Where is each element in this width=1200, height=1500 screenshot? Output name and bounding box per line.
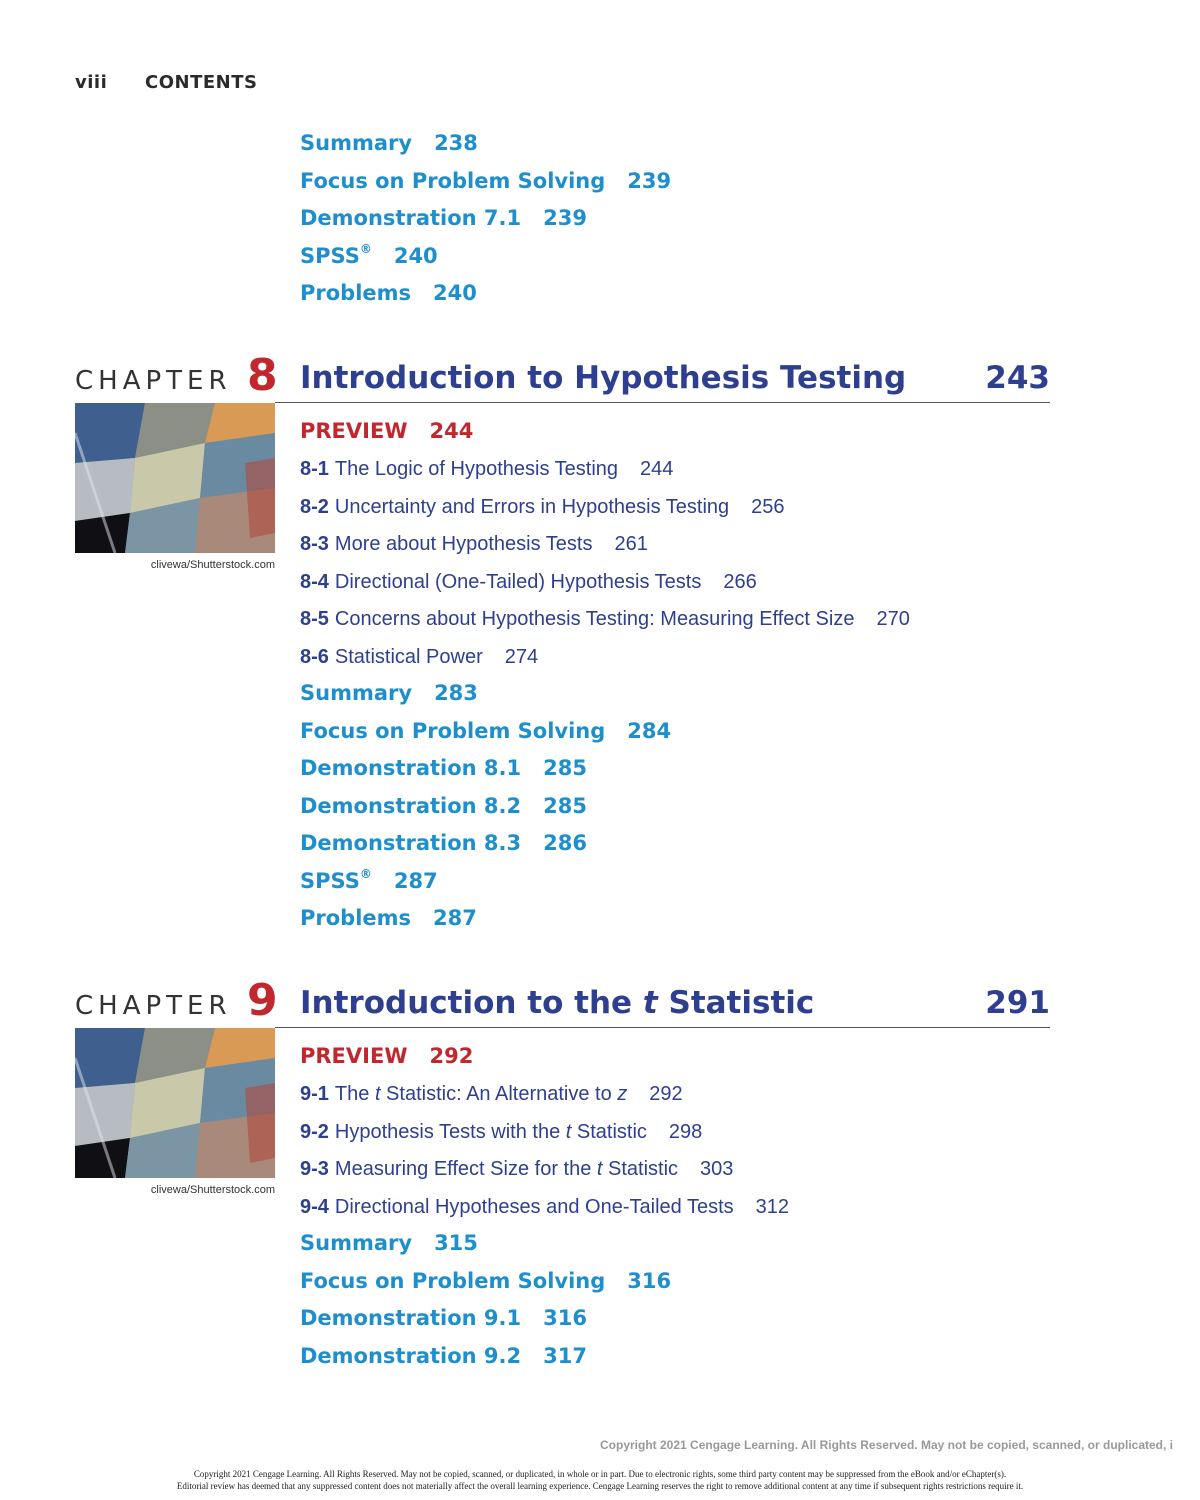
entry-label: SPSS [300, 244, 360, 268]
title-italic: t [642, 985, 658, 1021]
section-title: Hypothesis Tests with the [334, 1121, 566, 1143]
copyright-footer [0, 1468, 1200, 1492]
section-page: 303 [700, 1158, 734, 1180]
entry-page: 316 [543, 1306, 587, 1330]
section-entry[interactable] [300, 1121, 702, 1144]
page-number: viii [75, 72, 108, 93]
running-title: CONTENTS [145, 72, 258, 93]
section-title-italic: t [565, 1121, 572, 1143]
section-entry[interactable] [300, 1158, 733, 1181]
registered-mark: ® [359, 242, 372, 256]
entry-label: Problems [300, 281, 412, 305]
section-number: 8-4 [300, 571, 329, 593]
preview-label: PREVIEW [300, 419, 408, 443]
preview-entry[interactable] [300, 419, 473, 443]
preview-page: 292 [429, 1044, 474, 1068]
copyright-line: Copyright 2021 Cengage Learning. All Rights Reserved. May not be copied, scanned, or duplicated, in whole or in part. Due to electronic rights, some third party content may be suppressed from the eBook and/or eChapter(s). [193, 1469, 1007, 1479]
entry-label: Summary [300, 681, 413, 705]
toc-entry[interactable] [300, 206, 587, 230]
image-credit: clivewa/Shutterstock.com [150, 559, 275, 571]
section-title-italic: t [596, 1158, 603, 1180]
section-page: 256 [751, 496, 785, 518]
chapter-image [75, 403, 275, 553]
entry-label: Demonstration 8.1 [300, 756, 522, 780]
toc-entry[interactable] [300, 794, 587, 818]
preview-label: PREVIEW [300, 1044, 408, 1068]
entry-label: Summary [300, 1231, 413, 1255]
chapter-rule [275, 1027, 1050, 1028]
section-number: 8-5 [300, 608, 329, 630]
entry-page: 287 [393, 869, 438, 893]
section-entry[interactable] [300, 1196, 789, 1219]
section-entry[interactable] [300, 571, 757, 594]
entry-page: 316 [627, 1269, 672, 1293]
section-title-italic: z [617, 1083, 628, 1105]
entry-page: 287 [433, 906, 477, 930]
entry-page: 285 [543, 794, 587, 818]
section-entry[interactable] [300, 608, 910, 631]
toc-entry[interactable] [300, 244, 438, 268]
preview-page: 244 [429, 419, 474, 443]
entry-page: 240 [393, 244, 438, 268]
entry-label: Demonstration 9.1 [300, 1306, 522, 1330]
toc-entry[interactable] [300, 831, 587, 855]
chapter-number: 9 [247, 975, 278, 1026]
copyright-line: Editorial review has deemed that any suppressed content does not materially affect the overall learning experience. Cengage Learning reserves the right to remove additional content at any time if subsequent rights restrictions require it. [176, 1481, 1024, 1491]
title-part: Introduction to the [300, 985, 643, 1021]
entry-label: Focus on Problem Solving [300, 719, 606, 743]
section-page: 292 [649, 1083, 683, 1105]
chapter-label: CHAPTER [75, 366, 232, 396]
entry-label: Demonstration 8.2 [300, 794, 522, 818]
entry-label: Focus on Problem Solving [300, 169, 606, 193]
entry-label: Demonstration 7.1 [300, 206, 522, 230]
section-title: Statistic: An Alternative to [380, 1083, 618, 1105]
chapter-page: 243 [985, 360, 1050, 396]
section-number: 8-6 [300, 646, 329, 668]
section-title: Statistic [602, 1158, 679, 1180]
section-title: Directional Hypotheses and One-Tailed Tests [334, 1196, 734, 1218]
section-title: Uncertainty and Errors in Hypothesis Testing [334, 496, 730, 518]
chapter-image [75, 1028, 275, 1178]
chapter-title[interactable] [300, 985, 814, 1021]
section-title: The [334, 1083, 375, 1105]
section-title: More about Hypothesis Tests [334, 533, 593, 555]
toc-entry[interactable] [300, 719, 671, 743]
toc-entry[interactable] [300, 1344, 587, 1368]
entry-page: 315 [434, 1231, 478, 1255]
toc-entry[interactable] [300, 756, 587, 780]
section-entry[interactable] [300, 1083, 683, 1106]
toc-entry[interactable] [300, 906, 477, 930]
entry-page: 240 [433, 281, 477, 305]
section-number: 8-3 [300, 533, 329, 555]
section-entry[interactable] [300, 533, 648, 556]
toc-entry[interactable] [300, 1269, 671, 1293]
section-title: Statistical Power [334, 646, 483, 668]
section-number: 9-3 [300, 1158, 329, 1180]
section-entry[interactable] [300, 496, 785, 519]
section-title: Statistic [571, 1121, 647, 1143]
section-page: 266 [723, 571, 757, 593]
entry-page: 238 [434, 131, 478, 155]
entry-page: 317 [543, 1344, 587, 1368]
entry-page: 239 [627, 169, 672, 193]
entry-label: Problems [300, 906, 412, 930]
section-title: Directional (One-Tailed) Hypothesis Tests [334, 571, 702, 593]
toc-entry[interactable] [300, 869, 438, 893]
chapter-page: 291 [985, 985, 1050, 1021]
chapter-label: CHAPTER [75, 991, 232, 1021]
section-number: 9-2 [300, 1121, 329, 1143]
title-part: Statistic [657, 985, 815, 1021]
toc-entry[interactable] [300, 281, 477, 305]
registered-mark: ® [359, 867, 372, 881]
section-title: The Logic of Hypothesis Testing [334, 458, 619, 480]
entry-label: Focus on Problem Solving [300, 1269, 606, 1293]
entry-page: 283 [434, 681, 478, 705]
image-credit: clivewa/Shutterstock.com [150, 1184, 275, 1196]
section-page: 298 [668, 1121, 703, 1143]
running-header [75, 72, 257, 93]
entry-label: Demonstration 9.2 [300, 1344, 522, 1368]
toc-entry[interactable] [300, 169, 671, 193]
chapter-number: 8 [247, 350, 278, 401]
section-number: 9-4 [300, 1196, 329, 1218]
entry-label: Demonstration 8.3 [300, 831, 522, 855]
entry-page: 239 [543, 206, 587, 230]
entry-page: 286 [543, 831, 587, 855]
entry-page: 284 [627, 719, 672, 743]
chapter-rule [275, 402, 1050, 403]
section-page: 261 [614, 533, 648, 555]
toc-entry[interactable] [300, 1306, 587, 1330]
section-page: 244 [640, 458, 674, 480]
chapter-title[interactable]: Introduction to Hypothesis Testing [300, 360, 907, 396]
toc-entry[interactable] [300, 1231, 478, 1255]
section-page: 312 [755, 1196, 790, 1218]
section-page: 270 [876, 608, 910, 630]
copyright-notice: Copyright 2021 Cengage Learning. All Rights Reserved. May not be copied, scanned, or duplicated, i [600, 1438, 1174, 1452]
entry-label: Summary [300, 131, 413, 155]
entry-page: 285 [543, 756, 587, 780]
section-page: 274 [504, 646, 539, 668]
section-title: Concerns about Hypothesis Testing: Measuring Effect Size [334, 608, 855, 630]
section-title-italic: t [374, 1083, 381, 1105]
entry-label: SPSS [300, 869, 360, 893]
section-number: 8-2 [300, 496, 329, 518]
section-entry[interactable] [300, 646, 538, 669]
section-entry[interactable] [300, 458, 673, 481]
section-number: 9-1 [300, 1083, 329, 1105]
toc-entry[interactable] [300, 131, 478, 155]
section-number: 8-1 [300, 458, 329, 480]
preview-entry[interactable] [300, 1044, 473, 1068]
toc-entry[interactable] [300, 681, 478, 705]
section-title: Measuring Effect Size for the [334, 1158, 597, 1180]
